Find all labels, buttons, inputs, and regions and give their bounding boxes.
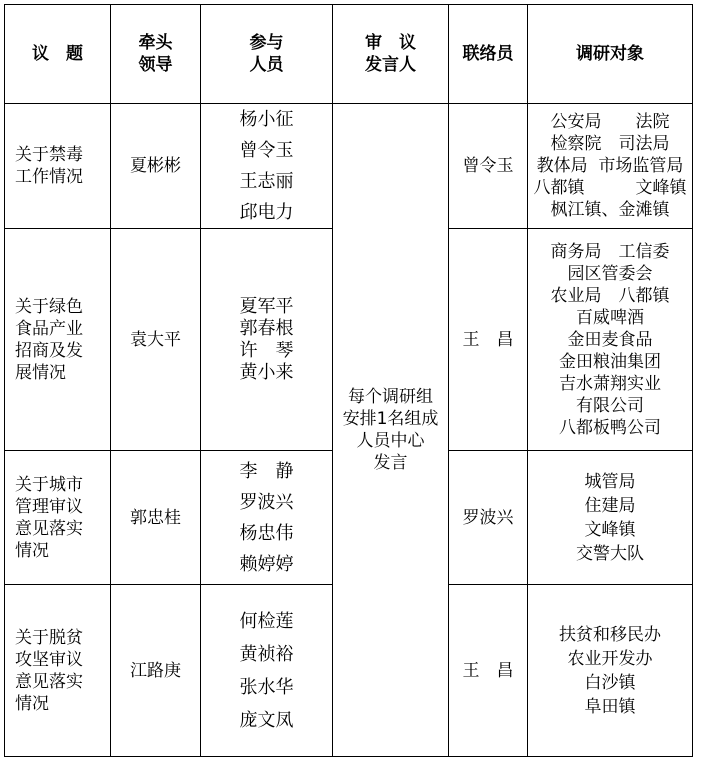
target-item: 百威啤酒 bbox=[576, 307, 644, 328]
target-item: 金田麦食品 bbox=[567, 329, 653, 350]
participant-name: 黄小来 bbox=[239, 361, 294, 383]
target-item: 检察院 司法局 bbox=[550, 134, 670, 154]
speaker-note-cell: 每个调研组 安排1名组成 人员中心 发言 bbox=[333, 104, 449, 757]
target-item: 交警大队 bbox=[576, 543, 644, 564]
leader-cell: 江路庚 bbox=[111, 585, 201, 757]
header-topic: 议 题 bbox=[5, 5, 111, 104]
target-item: 农业局 八都镇 bbox=[550, 285, 670, 306]
target-item: 八都镇 文峰镇 bbox=[533, 178, 687, 198]
target-item: 有限公司 bbox=[576, 395, 644, 416]
header-targets: 调研对象 bbox=[528, 5, 693, 104]
target-item: 阜田镇 bbox=[584, 696, 636, 717]
target-item: 园区管委会 bbox=[567, 263, 653, 284]
target-item: 扶贫和移民办 bbox=[559, 624, 661, 645]
target-item: 商务局 工信委 bbox=[550, 241, 670, 262]
target-item: 城管局 bbox=[584, 471, 636, 492]
target-item: 住建局 bbox=[584, 495, 636, 516]
target-item: 教体局 市场监管局 bbox=[536, 156, 684, 176]
leader-cell: 袁大平 bbox=[111, 229, 201, 451]
topic-cell: 关于禁毒 工作情况 bbox=[5, 104, 111, 229]
participants-cell bbox=[201, 585, 333, 757]
topic-cell: 关于城市 管理审议 意见落实 情况 bbox=[5, 451, 111, 585]
liaison-cell: 罗波兴 bbox=[449, 451, 528, 585]
participant-name: 郭春根 bbox=[239, 317, 294, 339]
targets-cell bbox=[528, 229, 693, 451]
topic-cell: 关于脱贫 攻坚审议 意见落实 情况 bbox=[5, 585, 111, 757]
target-item: 公安局 法院 bbox=[550, 112, 670, 132]
participant-name: 王志丽 bbox=[239, 171, 294, 192]
participant-name: 何检莲 bbox=[239, 610, 294, 632]
participant-name: 李 静 bbox=[239, 460, 294, 482]
liaison-cell: 曾令玉 bbox=[449, 104, 528, 229]
table-row bbox=[5, 104, 693, 229]
participant-name: 张水华 bbox=[239, 676, 294, 698]
header-row bbox=[5, 5, 693, 104]
targets-cell bbox=[528, 585, 693, 757]
participant-name: 杨小征 bbox=[239, 109, 294, 130]
participant-name: 夏军平 bbox=[239, 295, 294, 317]
participant-name: 杨忠伟 bbox=[239, 522, 294, 544]
header-leader: 牵头 领导 bbox=[111, 5, 201, 104]
target-item: 吉水萧翔实业 bbox=[559, 373, 661, 394]
participant-name: 邱电力 bbox=[239, 202, 294, 223]
leader-cell: 夏彬彬 bbox=[111, 104, 201, 229]
targets-cell bbox=[528, 451, 693, 585]
target-item: 枫江镇、金滩镇 bbox=[550, 200, 670, 220]
participants-cell bbox=[201, 229, 333, 451]
participants-cell bbox=[201, 451, 333, 585]
topic-cell: 关于绿色 食品产业 招商及发 展情况 bbox=[5, 229, 111, 451]
target-item: 文峰镇 bbox=[584, 519, 636, 540]
target-item: 八都板鸭公司 bbox=[559, 417, 661, 438]
targets-cell bbox=[528, 104, 693, 229]
header-participants: 参与 人员 bbox=[201, 5, 333, 104]
participant-name: 曾令玉 bbox=[239, 140, 294, 161]
liaison-cell: 王 昌 bbox=[449, 229, 528, 451]
header-speaker: 审 议 发言人 bbox=[333, 5, 449, 104]
target-item: 农业开发办 bbox=[567, 648, 653, 669]
research-schedule-table bbox=[4, 4, 693, 757]
participant-name: 黄祯裕 bbox=[239, 643, 294, 665]
participant-name: 罗波兴 bbox=[239, 491, 294, 513]
header-liaison: 联络员 bbox=[449, 5, 528, 104]
participant-name: 许 琴 bbox=[239, 339, 294, 361]
liaison-cell: 王 昌 bbox=[449, 585, 528, 757]
target-item: 金田粮油集团 bbox=[559, 351, 661, 372]
leader-cell: 郭忠桂 bbox=[111, 451, 201, 585]
participants-cell bbox=[201, 104, 333, 229]
participant-name: 赖婷婷 bbox=[239, 553, 294, 575]
target-item: 白沙镇 bbox=[584, 672, 636, 693]
participant-name: 庞文凤 bbox=[239, 709, 294, 731]
